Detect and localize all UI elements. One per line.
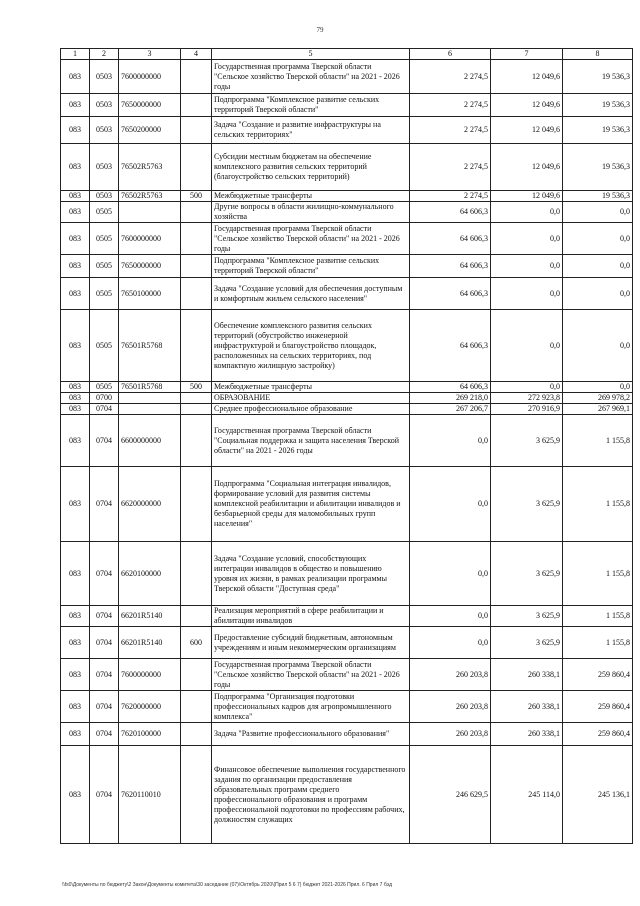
expense-type-cell bbox=[181, 278, 212, 310]
file-path-footer: \\fs0\Документы по бюджету\2 Закон\Документы комитета\30 заседание (07)\Октябрь 2020\(Прил 5 6 7) бюджет 2021-2026 Прил. 6 Прил 7 бэд bbox=[62, 882, 393, 888]
ministry-code-cell: 083 bbox=[61, 117, 90, 144]
ministry-code-cell: 083 bbox=[61, 94, 90, 117]
amount-2021-cell: 0,0 bbox=[410, 627, 491, 659]
target-article-cell: 7650000000 bbox=[119, 255, 181, 278]
target-article-cell: 6620100000 bbox=[119, 542, 181, 606]
amount-2023-cell: 0,0 bbox=[563, 255, 633, 278]
amount-2022-cell: 0,0 bbox=[491, 278, 563, 310]
expense-type-cell bbox=[181, 60, 212, 94]
amount-2023-cell: 267 969,1 bbox=[563, 404, 633, 415]
amount-2022-cell: 3 625,9 bbox=[491, 467, 563, 542]
amount-2023-cell: 19 536,3 bbox=[563, 60, 633, 94]
item-name-cell: Финансовое обеспечение выполнения государственного задания по организации предоставления образовательных программ среднего профессионального образования и программ профессиональной подготовки по профессиям рабочих, должностям служащих bbox=[212, 746, 410, 844]
expense-type-cell bbox=[181, 659, 212, 691]
expense-type-cell bbox=[181, 255, 212, 278]
section-code-cell: 0505 bbox=[90, 310, 119, 382]
section-code-cell: 0704 bbox=[90, 723, 119, 746]
table-row bbox=[61, 746, 633, 844]
amount-2022-cell: 12 049,6 bbox=[491, 117, 563, 144]
amount-2021-cell: 0,0 bbox=[410, 606, 491, 627]
ministry-code-cell: 083 bbox=[61, 542, 90, 606]
section-code-cell: 0704 bbox=[90, 467, 119, 542]
target-article-cell: 7650000000 bbox=[119, 94, 181, 117]
table-row bbox=[61, 691, 633, 723]
section-code-cell: 0503 bbox=[90, 191, 119, 202]
section-code-cell: 0505 bbox=[90, 278, 119, 310]
item-name-cell: Задача "Создание и развитие инфраструктуры на сельских территориях" bbox=[212, 117, 410, 144]
item-name-cell: Подпрограмма "Комплексное развитие сельских территорий Тверской области" bbox=[212, 255, 410, 278]
table-row bbox=[61, 404, 633, 415]
amount-2021-cell: 246 629,5 bbox=[410, 746, 491, 844]
amount-2023-cell: 259 860,4 bbox=[563, 691, 633, 723]
item-name-cell: Другие вопросы в области жилищно-коммунального хозяйства bbox=[212, 202, 410, 223]
header-cell: 1 bbox=[61, 49, 90, 60]
amount-2022-cell: 12 049,6 bbox=[491, 191, 563, 202]
amount-2022-cell: 0,0 bbox=[491, 382, 563, 393]
amount-2021-cell: 64 606,3 bbox=[410, 255, 491, 278]
section-code-cell: 0503 bbox=[90, 60, 119, 94]
section-code-cell: 0503 bbox=[90, 144, 119, 191]
amount-2023-cell: 0,0 bbox=[563, 382, 633, 393]
expense-type-cell bbox=[181, 415, 212, 467]
expense-type-cell bbox=[181, 94, 212, 117]
amount-2023-cell: 1 155,8 bbox=[563, 467, 633, 542]
table-row bbox=[61, 659, 633, 691]
expense-type-cell bbox=[181, 223, 212, 255]
amount-2022-cell: 0,0 bbox=[491, 202, 563, 223]
target-article-cell: 76501R5768 bbox=[119, 310, 181, 382]
amount-2022-cell: 3 625,9 bbox=[491, 415, 563, 467]
amount-2022-cell: 3 625,9 bbox=[491, 606, 563, 627]
ministry-code-cell: 083 bbox=[61, 144, 90, 191]
ministry-code-cell: 083 bbox=[61, 659, 90, 691]
item-name-cell: Предоставление субсидий бюджетным, автономным учреждениям и иным некоммерческим организациям bbox=[212, 627, 410, 659]
target-article-cell: 7600000000 bbox=[119, 60, 181, 94]
ministry-code-cell: 083 bbox=[61, 255, 90, 278]
target-article-cell bbox=[119, 202, 181, 223]
amount-2023-cell: 0,0 bbox=[563, 223, 633, 255]
amount-2021-cell: 2 274,5 bbox=[410, 60, 491, 94]
amount-2023-cell: 1 155,8 bbox=[563, 542, 633, 606]
ministry-code-cell: 083 bbox=[61, 393, 90, 404]
section-code-cell: 0505 bbox=[90, 223, 119, 255]
expense-type-cell bbox=[181, 606, 212, 627]
header-cell: 6 bbox=[410, 49, 491, 60]
amount-2022-cell: 12 049,6 bbox=[491, 60, 563, 94]
table-row bbox=[61, 467, 633, 542]
amount-2022-cell: 0,0 bbox=[491, 223, 563, 255]
amount-2021-cell: 64 606,3 bbox=[410, 310, 491, 382]
amount-2023-cell: 0,0 bbox=[563, 310, 633, 382]
target-article-cell: 7620110010 bbox=[119, 746, 181, 844]
table-row bbox=[61, 415, 633, 467]
amount-2023-cell: 19 536,3 bbox=[563, 117, 633, 144]
amount-2023-cell: 0,0 bbox=[563, 278, 633, 310]
expense-type-cell bbox=[181, 723, 212, 746]
expense-type-cell bbox=[181, 310, 212, 382]
item-name-cell: Подпрограмма "Комплексное развитие сельских территорий Тверской области" bbox=[212, 94, 410, 117]
table-row bbox=[61, 606, 633, 627]
target-article-cell: 66201R5140 bbox=[119, 606, 181, 627]
expense-type-cell bbox=[181, 467, 212, 542]
amount-2023-cell: 19 536,3 bbox=[563, 144, 633, 191]
header-cell: 2 bbox=[90, 49, 119, 60]
ministry-code-cell: 083 bbox=[61, 310, 90, 382]
section-code-cell: 0704 bbox=[90, 659, 119, 691]
amount-2023-cell: 259 860,4 bbox=[563, 723, 633, 746]
item-name-cell: Реализация мероприятий в сфере реабилитации и абилитации инвалидов bbox=[212, 606, 410, 627]
amount-2021-cell: 0,0 bbox=[410, 467, 491, 542]
ministry-code-cell: 083 bbox=[61, 382, 90, 393]
amount-2022-cell: 0,0 bbox=[491, 255, 563, 278]
header-cell: 3 bbox=[119, 49, 181, 60]
section-code-cell: 0505 bbox=[90, 255, 119, 278]
table-row bbox=[61, 723, 633, 746]
table-row bbox=[61, 542, 633, 606]
header-cell: 7 bbox=[491, 49, 563, 60]
target-article-cell: 7600000000 bbox=[119, 223, 181, 255]
item-name-cell: Задача "Развитие профессионального образования" bbox=[212, 723, 410, 746]
item-name-cell: Государственная программа Тверской области "Сельское хозяйство Тверской области" на 2021 - 2026 годы bbox=[212, 223, 410, 255]
amount-2023-cell: 1 155,8 bbox=[563, 627, 633, 659]
ministry-code-cell: 083 bbox=[61, 404, 90, 415]
header-row bbox=[61, 49, 633, 60]
expense-type-cell: 600 bbox=[181, 627, 212, 659]
expense-type-cell bbox=[181, 202, 212, 223]
target-article-cell: 7620000000 bbox=[119, 691, 181, 723]
amount-2021-cell: 2 274,5 bbox=[410, 144, 491, 191]
page-number: 79 bbox=[316, 26, 324, 34]
section-code-cell: 0704 bbox=[90, 415, 119, 467]
table-body bbox=[61, 60, 633, 844]
ministry-code-cell: 083 bbox=[61, 191, 90, 202]
ministry-code-cell: 083 bbox=[61, 723, 90, 746]
amount-2022-cell: 270 916,9 bbox=[491, 404, 563, 415]
amount-2021-cell: 64 606,3 bbox=[410, 202, 491, 223]
amount-2021-cell: 0,0 bbox=[410, 542, 491, 606]
amount-2022-cell: 12 049,6 bbox=[491, 144, 563, 191]
target-article-cell: 66201R5140 bbox=[119, 627, 181, 659]
target-article-cell: 76502R5763 bbox=[119, 144, 181, 191]
section-code-cell: 0704 bbox=[90, 691, 119, 723]
amount-2022-cell: 3 625,9 bbox=[491, 627, 563, 659]
amount-2023-cell: 19 536,3 bbox=[563, 94, 633, 117]
amount-2021-cell: 267 206,7 bbox=[410, 404, 491, 415]
ministry-code-cell: 083 bbox=[61, 60, 90, 94]
item-name-cell: Межбюджетные трансферты bbox=[212, 382, 410, 393]
section-code-cell: 0704 bbox=[90, 746, 119, 844]
expense-type-cell bbox=[181, 542, 212, 606]
target-article-cell: 6600000000 bbox=[119, 415, 181, 467]
table-row bbox=[61, 60, 633, 94]
section-code-cell: 0505 bbox=[90, 382, 119, 393]
amount-2021-cell: 64 606,3 bbox=[410, 382, 491, 393]
item-name-cell: ОБРАЗОВАНИЕ bbox=[212, 393, 410, 404]
amount-2021-cell: 64 606,3 bbox=[410, 223, 491, 255]
amount-2023-cell: 1 155,8 bbox=[563, 606, 633, 627]
item-name-cell: Задача "Создание условий для обеспечения доступным и комфортным жильем сельского населения" bbox=[212, 278, 410, 310]
amount-2021-cell: 2 274,5 bbox=[410, 191, 491, 202]
amount-2023-cell: 0,0 bbox=[563, 202, 633, 223]
amount-2022-cell: 0,0 bbox=[491, 310, 563, 382]
item-name-cell: Обеспечение комплексного развития сельских территорий (обустройство инженерной инфраструктурой и благоустройство площадок, расположенных на сельских территориях, под компактную жилищную застройку) bbox=[212, 310, 410, 382]
amount-2023-cell: 259 860,4 bbox=[563, 659, 633, 691]
expense-type-cell: 500 bbox=[181, 382, 212, 393]
amount-2021-cell: 2 274,5 bbox=[410, 94, 491, 117]
header-cell: 4 bbox=[181, 49, 212, 60]
amount-2021-cell: 260 203,8 bbox=[410, 723, 491, 746]
target-article-cell: 7650200000 bbox=[119, 117, 181, 144]
expense-type-cell bbox=[181, 746, 212, 844]
section-code-cell: 0503 bbox=[90, 117, 119, 144]
amount-2021-cell: 260 203,8 bbox=[410, 691, 491, 723]
item-name-cell: Среднее профессиональное образование bbox=[212, 404, 410, 415]
section-code-cell: 0704 bbox=[90, 542, 119, 606]
expense-type-cell bbox=[181, 117, 212, 144]
ministry-code-cell: 083 bbox=[61, 202, 90, 223]
amount-2022-cell: 245 114,0 bbox=[491, 746, 563, 844]
ministry-code-cell: 083 bbox=[61, 746, 90, 844]
table-row bbox=[61, 223, 633, 255]
target-article-cell bbox=[119, 404, 181, 415]
expense-type-cell: 500 bbox=[181, 191, 212, 202]
table-row bbox=[61, 627, 633, 659]
item-name-cell: Государственная программа Тверской области "Сельское хозяйство Тверской области" на 2021 - 2026 годы bbox=[212, 659, 410, 691]
ministry-code-cell: 083 bbox=[61, 627, 90, 659]
table-row bbox=[61, 144, 633, 191]
header-cell: 5 bbox=[212, 49, 410, 60]
target-article-cell: 76501R5768 bbox=[119, 382, 181, 393]
amount-2021-cell: 64 606,3 bbox=[410, 278, 491, 310]
expense-type-cell bbox=[181, 404, 212, 415]
item-name-cell: Государственная программа Тверской области "Сельское хозяйство Тверской области" на 2021 - 2026 годы bbox=[212, 60, 410, 94]
amount-2023-cell: 269 978,2 bbox=[563, 393, 633, 404]
target-article-cell bbox=[119, 393, 181, 404]
amount-2022-cell: 260 338,1 bbox=[491, 723, 563, 746]
target-article-cell: 76502R5763 bbox=[119, 191, 181, 202]
table-row bbox=[61, 202, 633, 223]
section-code-cell: 0503 bbox=[90, 94, 119, 117]
amount-2021-cell: 2 274,5 bbox=[410, 117, 491, 144]
item-name-cell: Подпрограмма "Организация подготовки профессиональных кадров для агропромышленного комплекса" bbox=[212, 691, 410, 723]
table-row bbox=[61, 191, 633, 202]
target-article-cell: 7650100000 bbox=[119, 278, 181, 310]
budget-table bbox=[60, 48, 633, 844]
amount-2023-cell: 245 136,1 bbox=[563, 746, 633, 844]
amount-2022-cell: 272 923,8 bbox=[491, 393, 563, 404]
table-row bbox=[61, 393, 633, 404]
header-cell: 8 bbox=[563, 49, 633, 60]
table-row bbox=[61, 382, 633, 393]
table-row bbox=[61, 94, 633, 117]
ministry-code-cell: 083 bbox=[61, 467, 90, 542]
target-article-cell: 6620000000 bbox=[119, 467, 181, 542]
table-row bbox=[61, 117, 633, 144]
section-code-cell: 0704 bbox=[90, 627, 119, 659]
amount-2022-cell: 260 338,1 bbox=[491, 691, 563, 723]
table-row bbox=[61, 310, 633, 382]
item-name-cell: Межбюджетные трансферты bbox=[212, 191, 410, 202]
ministry-code-cell: 083 bbox=[61, 691, 90, 723]
item-name-cell: Государственная программа Тверской области "Социальная поддержка и защита населения Тверской области" на 2021 - 2026 годы bbox=[212, 415, 410, 467]
amount-2021-cell: 269 218,0 bbox=[410, 393, 491, 404]
amount-2023-cell: 1 155,8 bbox=[563, 415, 633, 467]
item-name-cell: Субсидии местным бюджетам на обеспечение комплексного развития сельских территорий (благоустройство сельских территорий) bbox=[212, 144, 410, 191]
section-code-cell: 0700 bbox=[90, 393, 119, 404]
ministry-code-cell: 083 bbox=[61, 415, 90, 467]
expense-type-cell bbox=[181, 144, 212, 191]
ministry-code-cell: 083 bbox=[61, 606, 90, 627]
target-article-cell: 7600000000 bbox=[119, 659, 181, 691]
amount-2022-cell: 3 625,9 bbox=[491, 542, 563, 606]
amount-2023-cell: 19 536,3 bbox=[563, 191, 633, 202]
section-code-cell: 0704 bbox=[90, 606, 119, 627]
item-name-cell: Подпрограмма "Социальная интеграция инвалидов, формирование условий для развития системы комплексной реабилитации и абилитации инвалидов и безбарьерной среды для маломобильных групп населения" bbox=[212, 467, 410, 542]
item-name-cell: Задача "Создание условий, способствующих интеграции инвалидов в общество и повышению уровня их жизни, в рамках реализации программы Тверской области "Доступная среда" bbox=[212, 542, 410, 606]
section-code-cell: 0704 bbox=[90, 404, 119, 415]
amount-2022-cell: 260 338,1 bbox=[491, 659, 563, 691]
table-row bbox=[61, 278, 633, 310]
amount-2022-cell: 12 049,6 bbox=[491, 94, 563, 117]
amount-2021-cell: 260 203,8 bbox=[410, 659, 491, 691]
expense-type-cell bbox=[181, 691, 212, 723]
table-row bbox=[61, 255, 633, 278]
amount-2021-cell: 0,0 bbox=[410, 415, 491, 467]
target-article-cell: 7620100000 bbox=[119, 723, 181, 746]
ministry-code-cell: 083 bbox=[61, 278, 90, 310]
expense-type-cell bbox=[181, 393, 212, 404]
ministry-code-cell: 083 bbox=[61, 223, 90, 255]
section-code-cell: 0505 bbox=[90, 202, 119, 223]
